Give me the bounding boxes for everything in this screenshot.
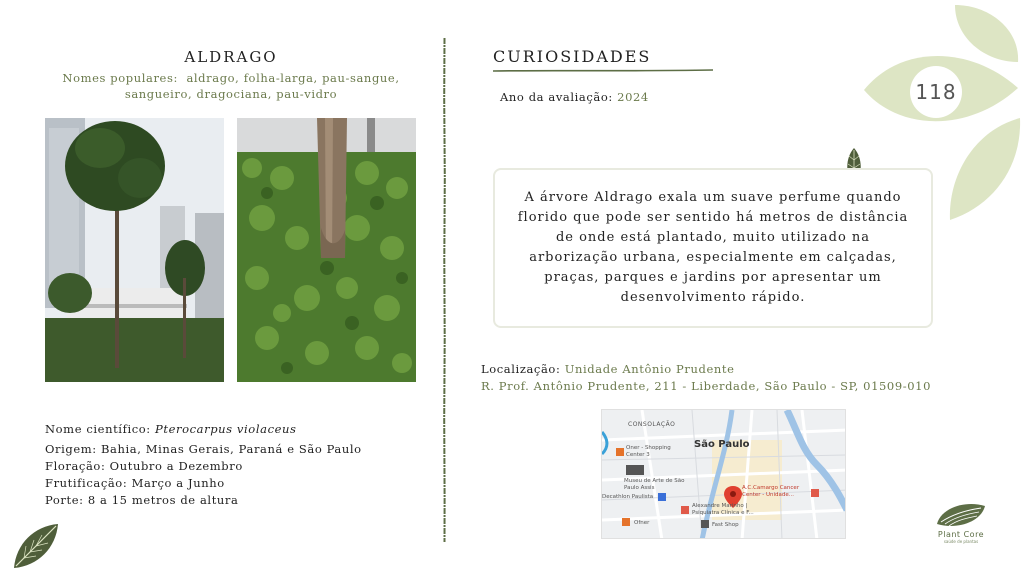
popular-names-label: Nomes populares: — [62, 71, 178, 85]
trunk-photo — [237, 118, 416, 382]
location-map[interactable] — [601, 409, 846, 539]
origin: Origem: Bahia, Minas Gerais, Paraná e São Paulo — [45, 442, 362, 456]
page-number: 118 — [910, 66, 962, 118]
map-poi-4[interactable]: A.C.Camargo Cancer Center - Unidade... — [742, 485, 800, 498]
column-divider — [443, 38, 446, 542]
title-underline — [493, 68, 713, 73]
map-poi-1[interactable]: Oner - Shopping Center 3 — [626, 445, 671, 458]
location-value: Unidade Antônio Prudente — [564, 362, 735, 376]
fruiting: Frutificação: Março a Junho — [45, 476, 225, 490]
year-value: 2024 — [617, 90, 649, 104]
brand-name: Plant Core — [937, 530, 985, 539]
brand-leaf-icon — [935, 500, 987, 530]
popular-names — [45, 70, 417, 102]
tree-photo — [45, 118, 224, 382]
scientific-name-value: Pterocarpus violaceus — [155, 422, 297, 436]
map-district-label: CONSOLAÇÃO — [628, 421, 676, 428]
year-label: Ano da avaliação: — [500, 90, 613, 104]
map-poi-3[interactable]: Decathlon Paulista — [602, 494, 654, 500]
brand-logo — [926, 500, 996, 544]
curiosity-text: A árvore Aldrago exala um suave perfume quando florido que pode ser sentido há metros de distância de onde está plantado, muito utilizado na arborização urbana, especialmente em calçadas, praças, parques e jardins por apresentar um desenvolvimento rápido. — [517, 190, 909, 305]
map-poi-5[interactable]: Alexandre Marinho | Psiquiatra Clínica e F... — [692, 503, 754, 516]
scientific-name-row — [45, 421, 362, 438]
map-poi-6[interactable]: Fast Shop — [712, 522, 739, 528]
size: Porte: 8 a 15 metros de altura — [45, 493, 239, 507]
brand-tagline: saúde de plantas — [943, 539, 979, 544]
scientific-name-label: Nome científico: — [45, 422, 151, 436]
leaf-decoration-bottom-left — [12, 522, 60, 570]
location-label: Localização: — [481, 362, 561, 376]
map-city-label: São Paulo — [694, 439, 750, 450]
location-info — [481, 361, 931, 395]
curiosity-box — [493, 168, 933, 328]
species-title: ALDRAGO — [184, 48, 278, 66]
map-poi-2[interactable]: Museu de Arte de São Paulo Assis — [624, 478, 685, 491]
curiosities-title: CURIOSIDADES — [493, 47, 652, 66]
location-row — [481, 361, 931, 378]
evaluation-year — [500, 90, 649, 104]
species-info — [45, 421, 362, 509]
popular-names-value: aldrago, folha-larga, pau-sangue, sangueiro, dragociana, pau-vidro — [124, 71, 400, 101]
flowering: Floração: Outubro a Dezembro — [45, 459, 243, 473]
address: R. Prof. Antônio Prudente, 211 - Liberdade, São Paulo - SP, 01509-010 — [481, 379, 931, 393]
map-poi-7[interactable]: Ofner — [634, 520, 650, 526]
